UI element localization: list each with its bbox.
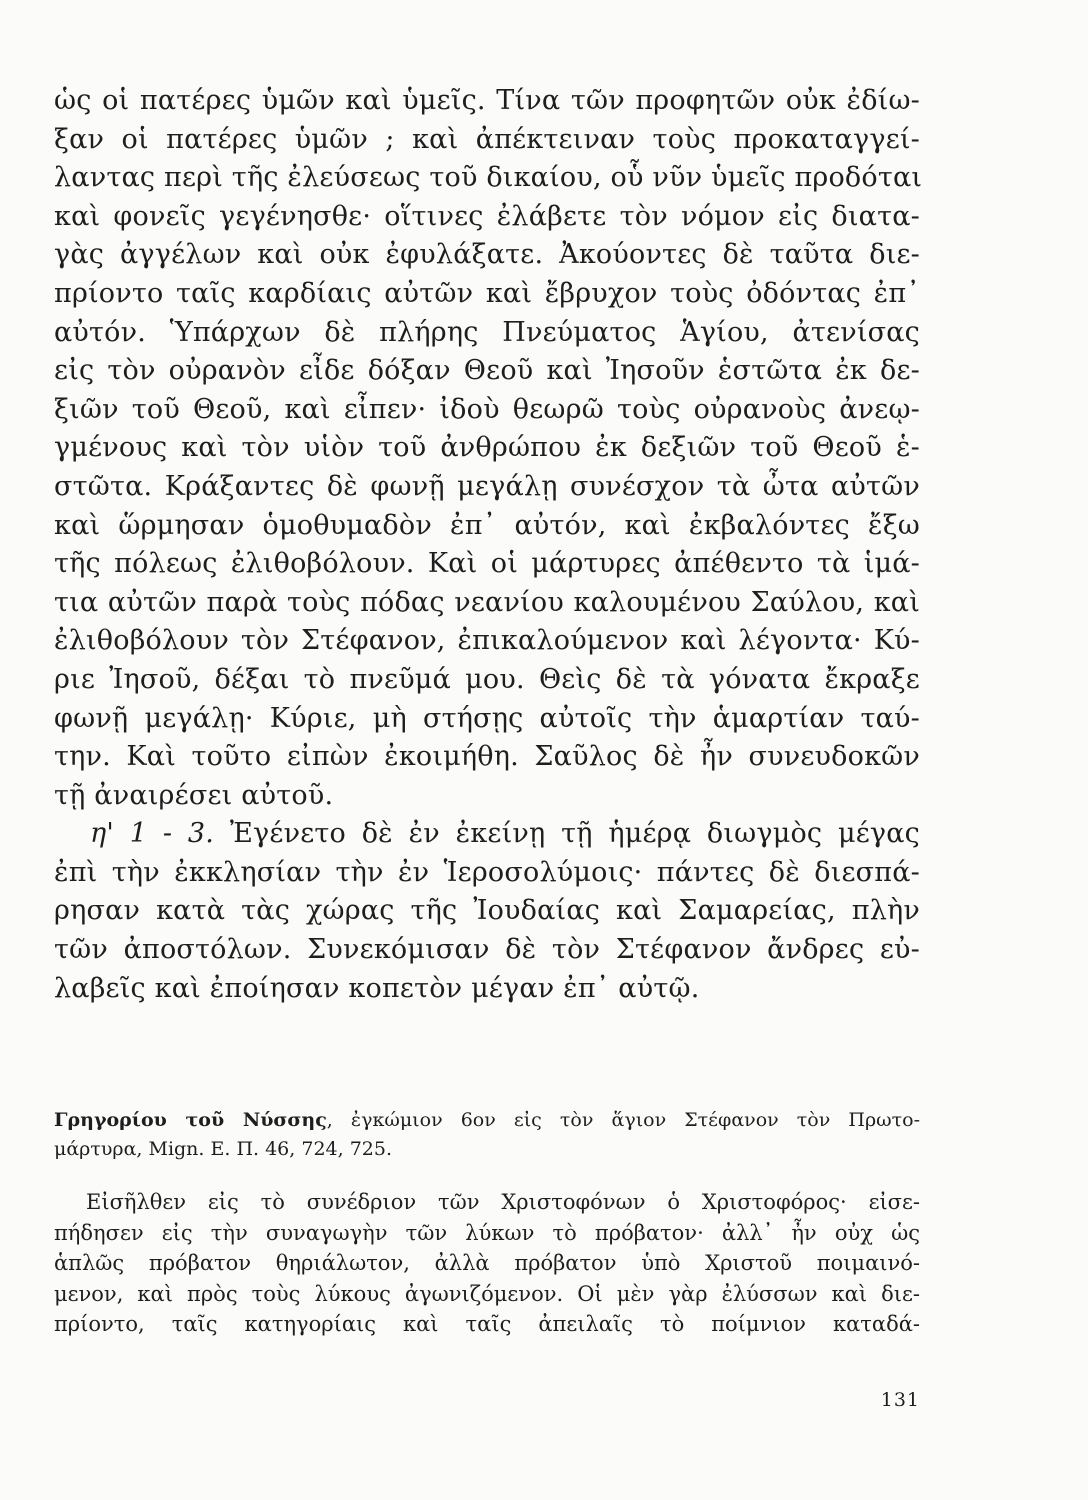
text-line: καὶ φονεῖς γεγένησθε· οἵτινες ἐλάβετε τὸν νόμον εἰς διατα- bbox=[54, 200, 920, 232]
verse-reference: η' 1 - 3. bbox=[90, 818, 215, 850]
quoted-line: Εἰσῆλθεν εἰς τὸ συνέδριον τῶν Χριστοφόνων ὁ Χριστοφόρος· εἰσε- bbox=[86, 1190, 920, 1214]
reference-line-text: Ἐγένετο δὲ ἐν ἐκείνῃ τῇ ἡμέρᾳ διωγμὸς μέγας bbox=[229, 818, 920, 850]
text-line: αὐτόν. Ὑπάρχων δὲ πλήρης Πνεύματος Ἁγίου, ἀτενίσας bbox=[54, 316, 920, 348]
text-line: ἐπὶ τὴν ἐκκλησίαν τὴν ἐν Ἱεροσολύμοις· πάντες δὲ διεσπά- bbox=[54, 856, 920, 888]
text-line: λαντας περὶ τῆς ἐλεύσεως τοῦ δικαίου, οὗ νῦν ὑμεῖς προδόται bbox=[54, 162, 923, 194]
text-line: τῆς πόλεως ἐλιθοβόλουν. Καὶ οἱ μάρτυρες ἀπέθεντο τὰ ἱμά- bbox=[54, 548, 920, 580]
text-line: στῶτα. Κράξαντες δὲ φωνῇ μεγάλῃ συνέσχον τὰ ὦτα αὐτῶν bbox=[54, 470, 920, 502]
text-line: τια αὐτῶν παρὰ τοὺς πόδας νεανίου καλουμένου Σαύλου, καὶ bbox=[54, 586, 920, 618]
citation-title: , ἐγκώμιον 6ον εἰς τὸν ἅγιον Στέφανον τὸν Πρωτο- bbox=[326, 1109, 920, 1131]
quoted-line: μενον, καὶ πρὸς τοὺς λύκους ἀγωνιζόμενον. Οἱ μὲν γὰρ ἐλύσσων καὶ διε- bbox=[54, 1281, 920, 1306]
text-line: την. Καὶ τοῦτο εἰπὼν ἐκοιμήθη. Σαῦλος δὲ ἦν συνευδοκῶν bbox=[54, 741, 920, 773]
text-line: εἰς τὸν οὐρανὸν εἶδε δόξαν Θεοῦ καὶ Ἰησοῦν ἑστῶτα ἐκ δε- bbox=[54, 355, 920, 387]
quoted-line: ἁπλῶς πρόβατον θηριάλωτον, ἀλλὰ πρόβατον ὑπὸ Χριστοῦ ποιμαινό- bbox=[54, 1251, 920, 1276]
text-line: καὶ ὥρμησαν ὁμοθυμαδὸν ἐπ᾿ αὐτόν, καὶ ἐκβαλόντες ἔξω bbox=[54, 509, 920, 541]
text-line: τῶν ἀποστόλων. Συνεκόμισαν δὲ τὸν Στέφανον ἄνδρες εὐ- bbox=[54, 934, 920, 966]
text-line: ὡς οἱ πατέρες ὑμῶν καὶ ὑμεῖς. Τίνα τῶν προφητῶν οὐκ ἐδίω- bbox=[54, 85, 920, 116]
text-line: τῇ ἀναιρέσει αὐτοῦ. bbox=[54, 779, 334, 811]
text-line: γμένους καὶ τὸν υἱὸν τοῦ ἀνθρώπου ἐκ δεξιῶν τοῦ Θεοῦ ἑ- bbox=[54, 432, 920, 464]
quoted-text-block bbox=[54, 1187, 920, 1340]
text-line: ξιῶν τοῦ Θεοῦ, καὶ εἶπεν· ἰδοὺ θεωρῶ τοὺς οὐρανοὺς ἀνεῳ- bbox=[54, 393, 920, 425]
citation-line: μάρτυρα, Mign. E. Π. 46, 724, 725. bbox=[54, 1138, 393, 1160]
citation-author: Γρηγορίου τοῦ Νύσσης bbox=[54, 1109, 327, 1131]
page-number: 131 bbox=[880, 1389, 920, 1411]
text-line: γὰς ἀγγέλων καὶ οὐκ ἐφυλάξατε. Ἀκούοντες δὲ ταῦτα διε- bbox=[54, 239, 920, 271]
citation-line bbox=[54, 1106, 920, 1135]
text-line: πρίοντο ταῖς καρδίαις αὐτῶν καὶ ἔβρυχον τοὺς ὀδόντας ἐπ᾿ bbox=[54, 277, 920, 309]
text-line: ἐλιθοβόλουν τὸν Στέφανον, ἐπικαλούμενον καὶ λέγοντα· Κύ- bbox=[54, 625, 920, 657]
text-line: ρησαν κατὰ τὰς χώρας τῆς Ἰουδαίας καὶ Σαμαρείας, πλὴν bbox=[54, 895, 920, 927]
reference-line bbox=[54, 815, 920, 854]
source-citation bbox=[54, 1106, 920, 1164]
quoted-line: πρίοντο, ταῖς κατηγορίαις καὶ ταῖς ἀπειλαῖς τὸ ποίμνιον καταδά- bbox=[54, 1312, 920, 1337]
text-line: ριε Ἰησοῦ, δέξαι τὸ πνεῦμά μου. Θεὶς δὲ τὰ γόνατα ἔκραξε bbox=[54, 663, 920, 695]
text-line: ξαν οἱ πατέρες ὑμῶν ; καὶ ἀπέκτειναν τοὺς προκαταγγεί- bbox=[54, 123, 920, 155]
text-line: φωνῇ μεγάλῃ· Κύριε, μὴ στήσῃς αὐτοῖς τὴν ἁμαρτίαν ταύ- bbox=[54, 702, 920, 734]
quoted-line: πήδησεν εἰς τὴν συναγωγὴν τῶν λύκων τὸ πρόβατον· ἀλλ᾿ ἦν οὐχ ὡς bbox=[54, 1220, 920, 1245]
main-text-block bbox=[54, 82, 923, 1008]
text-line: λαβεῖς καὶ ἐποίησαν κοπετὸν μέγαν ἐπ᾿ αὐτῷ. bbox=[54, 972, 700, 1004]
